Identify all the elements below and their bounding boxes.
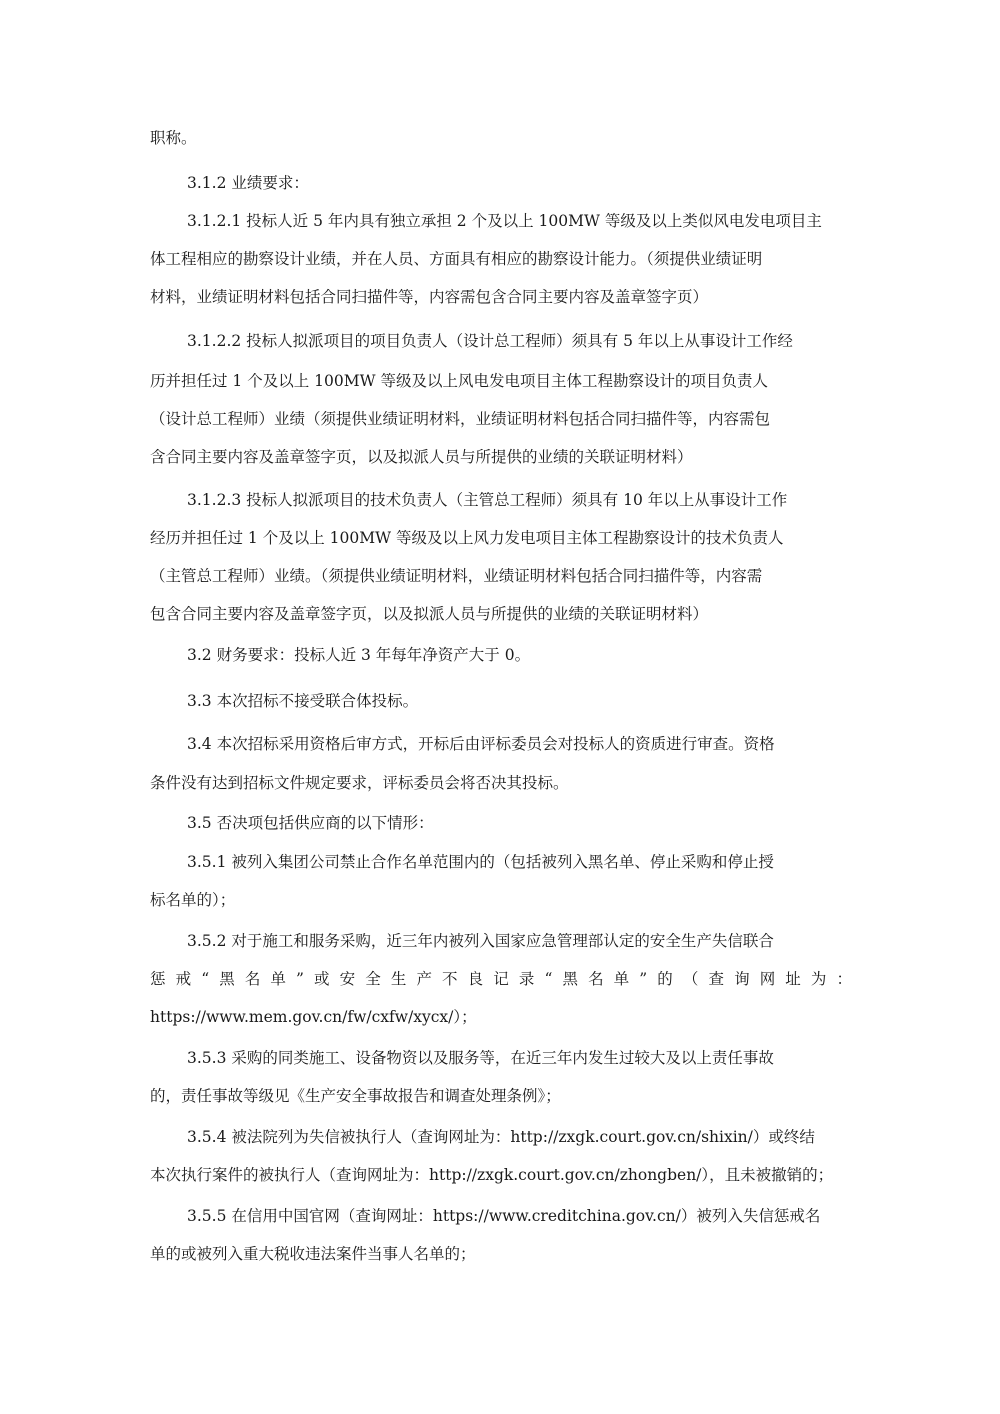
section-heading: 3.3 本次招标不接受联合体投标。	[187, 692, 419, 710]
text-line: 职称。	[150, 129, 197, 147]
section-heading: 3.1.2 业绩要求：	[187, 174, 309, 192]
text-line: （主管总工程师）业绩。（须提供业绩证明材料，业绩证明材料包括合同扫描件等，内容需	[150, 567, 763, 585]
text-line: 3.5.2 对于施工和服务采购，近三年内被列入国家应急管理部认定的安全生产失信联合	[187, 932, 774, 950]
text-line: 3.5.5 在信用中国官网（查询网址：https://www.creditchina.gov.cn/）被列入失信惩戒名	[187, 1207, 821, 1225]
text-line: 标名单的）；	[150, 891, 236, 909]
text-line: 的，责任事故等级见《生产安全事故报告和调查处理条例》；	[150, 1087, 561, 1105]
text-line: 体工程相应的勘察设计业绩，并在人员、方面具有相应的勘察设计能力。（须提供业绩证明	[150, 250, 763, 268]
text-line: 条件没有达到招标文件规定要求，评标委员会将否决其投标。	[150, 774, 569, 792]
text-line: 3.5.4 被法院列为失信被执行人（查询网址为：http://zxgk.court.gov.cn/shixin/）或终结	[187, 1128, 815, 1146]
text-line: 含合同主要内容及盖章签字页，以及拟派人员与所提供的业绩的关联证明材料）	[150, 448, 693, 466]
text-line: 3.5.3 采购的同类施工、设备物资以及服务等，在近三年内发生过较大及以上责任事故	[187, 1049, 774, 1067]
text-line: 3.1.2.1 投标人近 5 年内具有独立承担 2 个及以上 100MW 等级及以上类似风电发电项目主	[187, 212, 822, 230]
text-line: 3.1.2.3 投标人拟派项目的技术负责人（主管总工程师）须具有 10 年以上从事设计工作	[187, 491, 788, 509]
text-line: 3.1.2.2 投标人拟派项目的项目负责人（设计总工程师）须具有 5 年以上从事设计工作经	[187, 332, 793, 350]
text-line: 材料，业绩证明材料包括合同扫描件等，内容需包含合同主要内容及盖章签字页）	[150, 288, 709, 306]
section-heading: 3.2 财务要求：投标人近 3 年每年净资产大于 0。	[187, 646, 531, 664]
section-heading: 3.5 否决项包括供应商的以下情形：	[187, 814, 434, 832]
text-line: 单的或被列入重大税收违法案件当事人名单的；	[150, 1245, 476, 1263]
url-line: https://www.mem.gov.cn/fw/cxfw/xycx/）；	[150, 1008, 477, 1026]
text-line: 包含合同主要内容及盖章签字页，以及拟派人员与所提供的业绩的关联证明材料）	[150, 605, 709, 623]
text-line: 3.5.1 被列入集团公司禁止合作名单范围内的（包括被列入黑名单、停止采购和停止授	[187, 853, 774, 871]
text-line: 历并担任过 1 个及以上 100MW 等级及以上风电发电项目主体工程勘察设计的项目负责人	[150, 372, 768, 390]
text-line: 3.4 本次招标采用资格后审方式，开标后由评标委员会对投标人的资质进行审查。资格	[187, 735, 775, 753]
text-line: 经历并担任过 1 个及以上 100MW 等级及以上风力发电项目主体工程勘察设计的技术负责人	[150, 529, 784, 547]
text-line: 惩戒“黑名单”或安全生产不良记录“黑名单”的（查询网址为：	[150, 970, 852, 988]
text-line: （设计总工程师）业绩（须提供业绩证明材料，业绩证明材料包括合同扫描件等，内容需包	[150, 410, 771, 428]
text-line: 本次执行案件的被执行人（查询网址为：http://zxgk.court.gov.cn/zhongben/），且未被撤销的；	[150, 1166, 834, 1184]
